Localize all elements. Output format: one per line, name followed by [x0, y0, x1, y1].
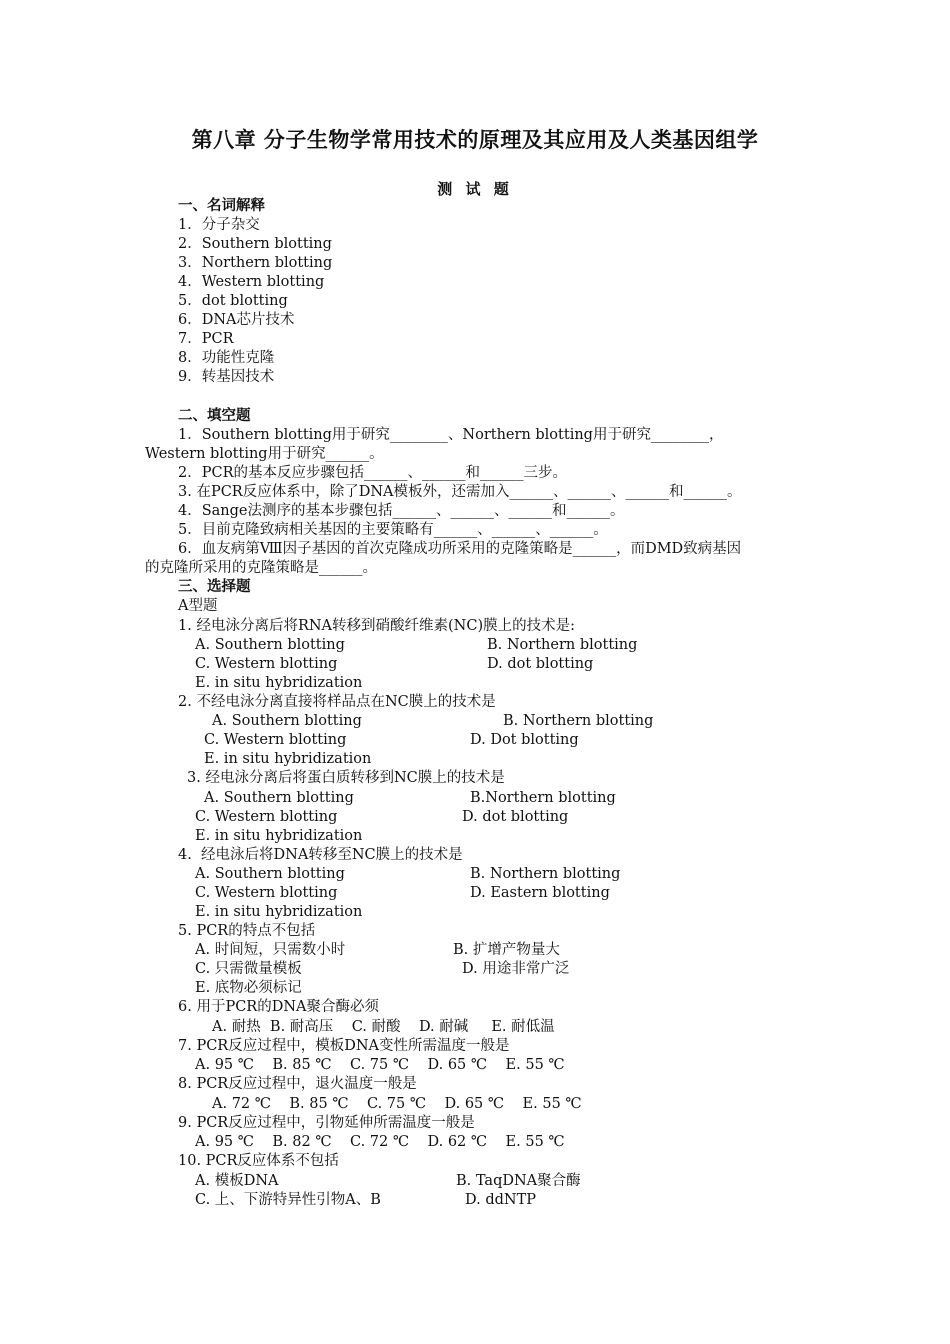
option-c: C. Western blotting: [195, 809, 338, 825]
option-a: A. 时间短，只需数小时: [195, 942, 346, 958]
section-heading-definitions: 一、名词解释: [178, 198, 265, 214]
option-b: B. 扩增产物量大: [453, 942, 560, 958]
question-text: 的克隆所采用的克隆策略是______。: [145, 560, 377, 576]
option-d: D. ddNTP: [465, 1192, 537, 1208]
question-text: Western blotting用于研究______。: [145, 446, 384, 462]
list-item: 7．PCR: [178, 331, 234, 347]
question-stem: 3. 经电泳分离后将蛋白质转移到NC膜上的技术是: [187, 770, 505, 786]
option-row: A. 耐热 B. 耐高压 C. 耐酸 D. 耐碱 E. 耐低温: [212, 1019, 555, 1035]
option-b: B. Northern blotting: [470, 866, 621, 882]
question-stem: 9. PCR反应过程中，引物延伸所需温度一般是: [178, 1115, 475, 1131]
test-subtitle: 测 试 题: [437, 180, 513, 198]
question-stem: 5. PCR的特点不包括: [178, 923, 316, 939]
option-a: A. Southern blotting: [212, 713, 362, 729]
option-d: D. 用途非常广泛: [462, 961, 570, 977]
option-c: C. 上、下游特异性引物A、B: [195, 1192, 381, 1208]
option-a: A. 模板DNA: [195, 1173, 279, 1189]
option-a: A. Southern blotting: [204, 790, 354, 806]
list-item: 2．Southern blotting: [178, 236, 332, 252]
list-item: 6．DNA芯片技术: [178, 312, 295, 328]
option-d: D. dot blotting: [462, 809, 569, 825]
list-item: 8．功能性克隆: [178, 350, 275, 366]
question-text: 1．Southern blotting用于研究________、Northern blotting用于研究________，: [178, 427, 724, 443]
option-d: D. Dot blotting: [470, 732, 579, 748]
question-stem: 8. PCR反应过程中，退火温度一般是: [178, 1076, 417, 1092]
option-e: E. in situ hybridization: [195, 675, 363, 691]
option-d: D. dot blotting: [487, 656, 594, 672]
option-d: D. Eastern blotting: [470, 885, 610, 901]
question-stem: 6. 用于PCR的DNA聚合酶必须: [178, 999, 379, 1015]
option-b: B. Northern blotting: [503, 713, 654, 729]
option-e: E. in situ hybridization: [195, 828, 363, 844]
option-b: B. Northern blotting: [487, 637, 638, 653]
question-text: 4．Sange法测序的基本步骤包括______、______、______和______。: [178, 503, 625, 519]
question-stem: 10. PCR反应体系不包括: [178, 1153, 339, 1169]
question-text: 5．目前克隆致病相关基因的主要策略有______、______、______。: [178, 522, 608, 538]
chapter-title: 第八章 分子生物学常用技术的原理及其应用及人类基因组学: [191, 128, 759, 152]
section-heading-multiple-choice: 三、选择题: [178, 579, 251, 595]
question-stem: 7. PCR反应过程中，模板DNA变性所需温度一般是: [178, 1038, 510, 1054]
question-type-label: A型题: [178, 598, 218, 614]
option-e: E. in situ hybridization: [204, 751, 372, 767]
option-c: C. Western blotting: [195, 656, 338, 672]
option-e: E. 底物必须标记: [195, 980, 302, 996]
option-c: C. Western blotting: [204, 732, 347, 748]
list-item: 5．dot blotting: [178, 293, 288, 309]
question-text: 6．血友病第Ⅷ因子基因的首次克隆成功所采用的克隆策略是______，而DMD致病基因: [178, 541, 742, 557]
question-stem: 2. 不经电泳分离直接将样品点在NC膜上的技术是: [178, 694, 496, 710]
section-heading-fill-in: 二、填空题: [178, 408, 251, 424]
option-row: A. 72 ℃ B. 85 ℃ C. 75 ℃ D. 65 ℃ E. 55 ℃: [212, 1096, 582, 1112]
list-item: 4．Western blotting: [178, 274, 325, 290]
option-row: A. 95 ℃ B. 85 ℃ C. 75 ℃ D. 65 ℃ E. 55 ℃: [195, 1057, 565, 1073]
question-stem: 4. 经电泳后将DNA转移至NC膜上的技术是: [178, 847, 463, 863]
option-a: A. Southern blotting: [195, 637, 345, 653]
option-b: B. TaqDNA聚合酶: [456, 1173, 581, 1189]
list-item: 9．转基因技术: [178, 369, 275, 385]
question-stem: 1. 经电泳分离后将RNA转移到硝酸纤维素(NC)膜上的技术是:: [178, 618, 575, 634]
list-item: 1．分子杂交: [178, 217, 260, 233]
question-text: 3. 在PCR反应体系中，除了DNA模板外，还需加入______、______、______和______。: [178, 484, 742, 500]
option-c: C. 只需微量模板: [195, 961, 302, 977]
option-b: B.Northern blotting: [470, 790, 616, 806]
option-row: A. 95 ℃ B. 82 ℃ C. 72 ℃ D. 62 ℃ E. 55 ℃: [195, 1134, 565, 1150]
question-text: 2．PCR的基本反应步骤包括______、______和______三步。: [178, 465, 567, 481]
list-item: 3．Northern blotting: [178, 255, 333, 271]
option-e: E. in situ hybridization: [195, 904, 363, 920]
option-a: A. Southern blotting: [195, 866, 345, 882]
option-c: C. Western blotting: [195, 885, 338, 901]
